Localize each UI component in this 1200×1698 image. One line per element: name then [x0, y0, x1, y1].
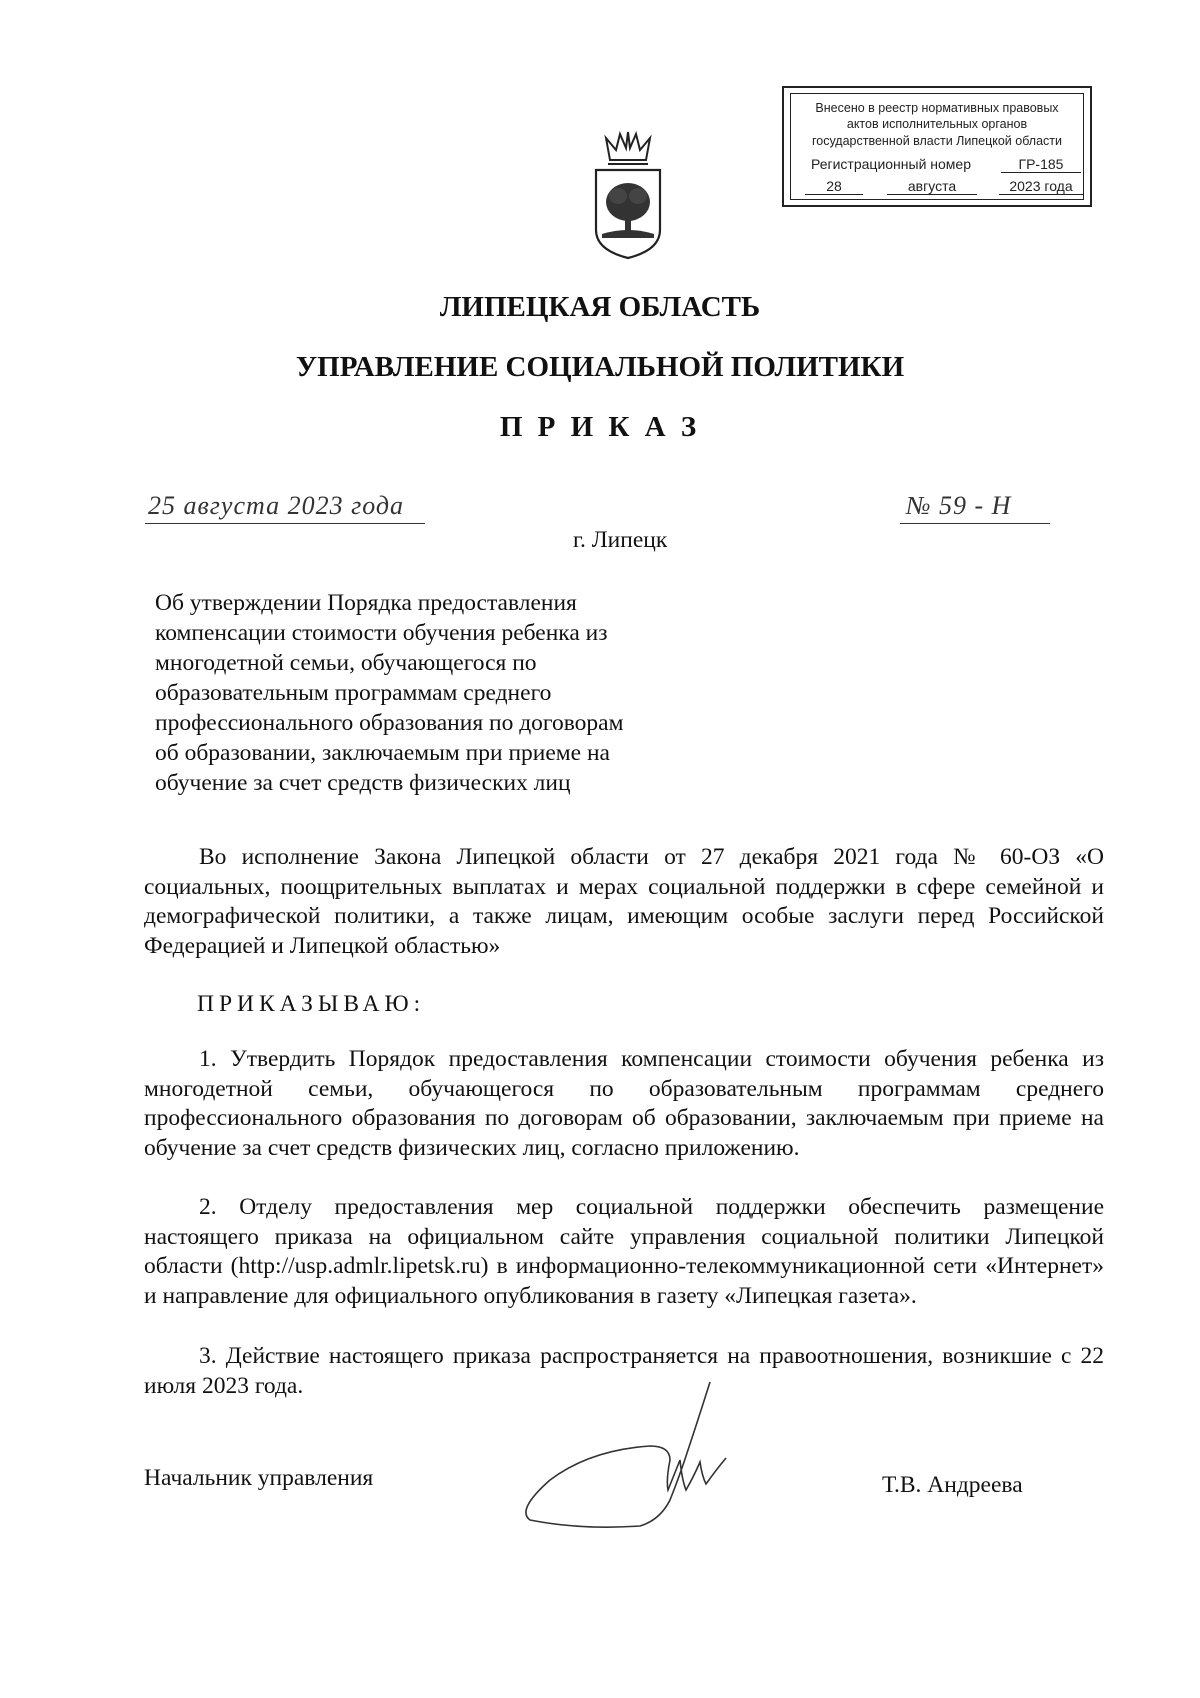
- preamble-paragraph: Во исполнение Закона Липецкой области от 27 декабря 2021 года № 60-ОЗ «О социальных, поощрительных выплатах и мерах социальной поддержки в сфере семейной и демографической политики, а также лицам, имеющим особые заслуги перед Российской Федерацией и Липецкой областью»: [144, 844, 1104, 959]
- subject-line: обучение за счет средств физических лиц: [155, 770, 571, 796]
- handwritten-date: 25 августа 2023 года: [148, 491, 405, 520]
- handwritten-number: № 59 - Н: [906, 491, 1012, 520]
- stamp-month: августа: [887, 178, 977, 195]
- stamp-year: 2023 года: [999, 178, 1083, 195]
- date-underline: [145, 523, 425, 524]
- subject-line: компенсации стоимости обучения ребенка из: [155, 620, 608, 646]
- department-title: УПРАВЛЕНИЕ СОЦИАЛЬНОЙ ПОЛИТИКИ: [295, 351, 905, 383]
- signatory-name: Т.В. Андреева: [882, 1472, 1023, 1498]
- subject-line: профессионального образования по договорам: [155, 710, 624, 736]
- order-item-1: 1. Утвердить Порядок предоставления компенсации стоимости обучения ребенка из многодетной семьи, обучающегося по образовательным программам среднего профессионального образования по договорам об образовании, заключаемым при приеме на обучение за счет средств физических лиц, согласно приложению.: [144, 1046, 1104, 1161]
- order-item-3: 3. Действие настоящего приказа распространяется на правоотношения, возникшие с 22 июля 2023 года.: [144, 1343, 1104, 1399]
- stamp-line-1: Внесено в реестр нормативных правовых: [815, 101, 1059, 115]
- subject-line: многодетной семьи, обучающегося по: [155, 650, 537, 676]
- stamp-reg-label: Регистрационный номер: [811, 156, 971, 172]
- registry-stamp: [782, 86, 1092, 207]
- subject-line: образовательным программам среднего: [155, 680, 552, 706]
- order-subject: [155, 588, 715, 798]
- order-item-2: 2. Отделу предоставления мер социальной поддержки обеспечить размещение настоящего приказа на официальном сайте управления социальной политики Липецкой области (http://usp.admlr.lipetsk.ru) в информационно-телекоммуникационной сети «Интернет» и направление для официального опубликования в газету «Липецкая газета».: [144, 1194, 1104, 1309]
- stamp-line-3: государственной власти Липецкой области: [811, 134, 1063, 148]
- coat-of-arms-emblem: [588, 130, 668, 262]
- order-word: ПРИКАЗЫВАЮ:: [197, 991, 426, 1017]
- city-label: г. Липецк: [573, 527, 668, 553]
- subject-line: Об утверждении Порядка предоставления: [155, 590, 577, 616]
- stamp-reg-number: ГР-185: [1001, 156, 1081, 173]
- number-underline: [900, 523, 1050, 524]
- stamp-day: 28: [805, 178, 863, 195]
- subject-line: об образовании, заключаемым при приеме на: [155, 740, 610, 766]
- stamp-line-2: актов исполнительных органов: [846, 117, 1028, 131]
- region-title: ЛИПЕЦКАЯ ОБЛАСТЬ: [439, 291, 761, 323]
- registry-stamp-text: [791, 99, 1083, 150]
- handwritten-signature: [520, 1380, 780, 1530]
- signatory-position: Начальник управления: [144, 1465, 374, 1491]
- registry-stamp-frame: [790, 93, 1084, 200]
- document-type-title: П Р И К А З: [499, 411, 701, 443]
